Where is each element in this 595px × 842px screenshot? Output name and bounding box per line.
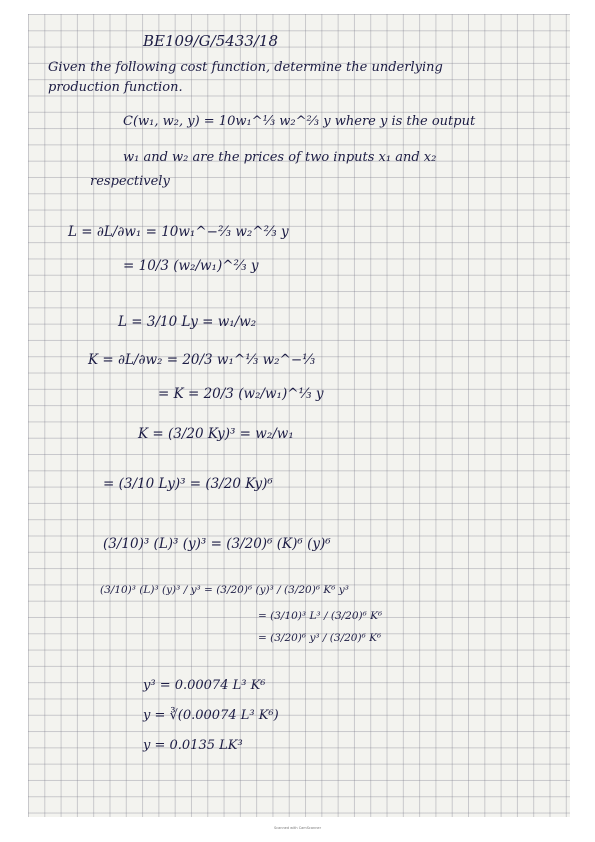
labour-derivative: L = ∂L/∂w₁ = 10w₁^−⅔ w₂^⅔ y — [68, 224, 289, 240]
capital-simplified: = K = 20/3 (w₂/w₁)^⅓ y — [158, 386, 324, 402]
student-id-heading: BE109/G/5433/18 — [143, 32, 279, 50]
cost-function-line: C(w₁, w₂, y) = 10w₁^⅓ w₂^⅔ y where y is the output — [123, 114, 476, 129]
y-root-result: y = ∛(0.00074 L³ K⁶) — [143, 708, 279, 723]
input-prices-line: w₁ and w₂ are the prices of two inputs x₁ and x₂ — [123, 150, 437, 165]
scanner-footer: Scanned with CamScanner — [273, 826, 322, 830]
capital-derivative: K = ∂L/∂w₂ = 20/3 w₁^⅓ w₂^−⅓ — [88, 352, 316, 368]
y-cubed-result: y³ = 0.00074 L³ K⁶ — [143, 678, 266, 693]
production-function-answer: y = 0.0135 LK³ — [143, 738, 243, 753]
divide-step-middle: = (3/10)³ L³ / (3/20)⁶ K⁶ — [258, 610, 383, 622]
grid-paper-sheet — [28, 14, 570, 817]
question-line-1: Given the following cost function, determine the underlying — [48, 60, 443, 75]
expand-step: (3/10)³ (L)³ (y)³ = (3/20)⁶ (K)⁶ (y)⁶ — [103, 536, 331, 552]
capital-ratio: K = (3/20 Ky)³ = w₂/w₁ — [138, 426, 294, 442]
respectively-line: respectively — [90, 174, 170, 189]
labour-simplified: = 10/3 (w₂/w₁)^⅔ y — [123, 258, 259, 274]
equate-step: = (3/10 Ly)³ = (3/20 Ky)⁶ — [103, 476, 273, 492]
divide-step-left: (3/10)³ (L)³ (y)³ / y³ = (3/20)⁶ (y)³ / (3/20)⁶ K⁶ y³ — [100, 584, 349, 596]
question-line-2: production function. — [48, 80, 183, 95]
labour-ratio: L = 3/10 Ly = w₁/w₂ — [118, 314, 257, 330]
divide-step-right: = (3/20)⁶ y³ / (3/20)⁶ K⁶ — [258, 632, 382, 644]
